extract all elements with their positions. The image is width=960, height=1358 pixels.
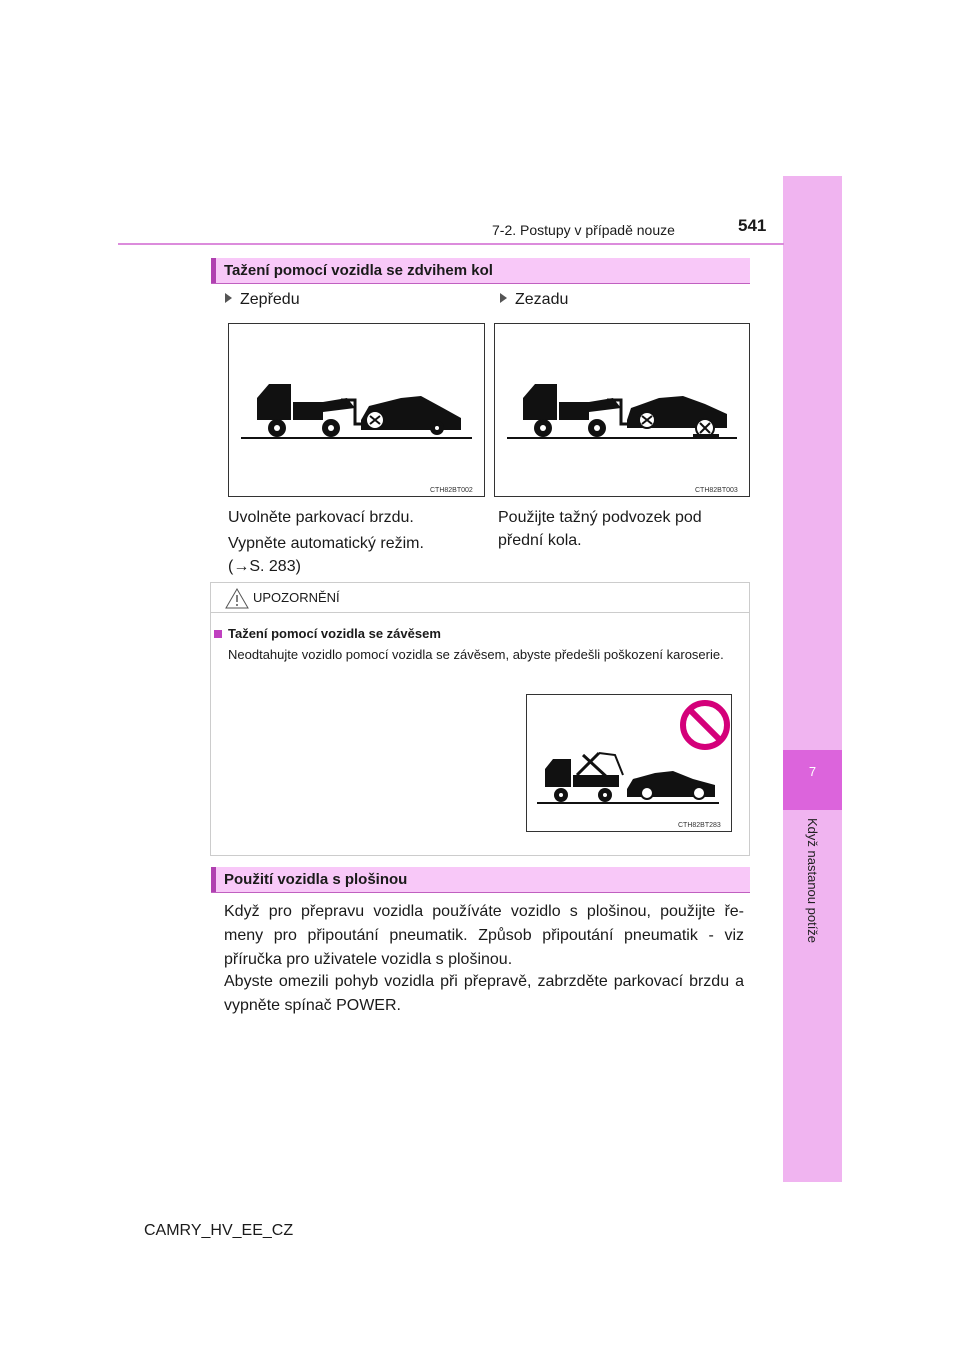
illustration-tow-rear <box>494 323 750 497</box>
warning-subtitle-text: Tažení pomocí vozidla se závěsem <box>228 626 441 641</box>
bullet-rear <box>500 291 568 309</box>
page-number: 541 <box>738 216 767 235</box>
arrow-right-icon <box>500 293 507 303</box>
document-code: CAMRY_HV_EE_CZ <box>144 1222 294 1239</box>
section-title-bar-flatbed <box>211 867 750 893</box>
image-code: CTH82BT283 <box>678 822 721 829</box>
front-instruction-1: Uvolněte parkovací brzdu. <box>228 509 414 526</box>
illustration-tow-front <box>228 323 485 497</box>
image-code: CTH82BT002 <box>430 487 473 494</box>
flatbed-paragraph-2: Abyste omezili pohyb vozidla při přepravě, zabrzděte parkovací brzdu a vypněte spínač POWER. <box>224 973 744 1014</box>
warning-label: UPOZORNĚNÍ <box>253 590 340 605</box>
sling-tow-prohibited-illustration <box>527 695 731 831</box>
bullet-label: Zezadu <box>515 291 569 308</box>
warning-divider <box>210 612 750 613</box>
warning-subtitle <box>214 626 441 641</box>
section-title: Použití vozidla s plošinou <box>224 871 408 888</box>
header-divider <box>118 243 784 245</box>
flatbed-paragraph-1: Když pro přepravu vozidla používáte vozidlo s plošinou, použijte ře- meny pro připoutání pneumatik. Způsob připoutání pneumatik - viz příručka pro uživatele vozidla s plošinou. <box>224 903 744 968</box>
tow-truck-front-illustration <box>229 324 484 496</box>
front-instruction-2: Vypněte automatický režim. <box>228 535 424 552</box>
rear-instruction-2: přední kola. <box>498 532 582 549</box>
square-bullet-icon <box>214 630 222 638</box>
arrow-right-icon <box>225 293 232 303</box>
section-title-bar-wheel-lift <box>211 258 750 284</box>
image-code: CTH82BT003 <box>695 487 738 494</box>
bullet-front <box>225 291 300 309</box>
bullet-label: Zepředu <box>240 291 300 308</box>
front-page-reference: (→S. 283) <box>228 558 301 575</box>
tow-truck-rear-illustration <box>495 324 749 496</box>
rear-instruction-1: Použijte tažný podvozek pod <box>498 509 702 526</box>
chapter-title: Když nastanou potíže <box>805 818 820 944</box>
chapter-number: 7 <box>783 750 842 810</box>
chapter-side-tab <box>783 176 842 1182</box>
section-header-title: 7-2. Postupy v případě nouze <box>492 222 675 238</box>
section-title: Tažení pomocí vozidla se zdvihem kol <box>224 262 493 279</box>
warning-triangle-icon <box>225 588 249 609</box>
illustration-tow-sling <box>526 694 732 832</box>
warning-text: Neodtahujte vozidlo pomocí vozidla se závěsem, abyste předešli poškození karoserie. <box>228 647 724 662</box>
